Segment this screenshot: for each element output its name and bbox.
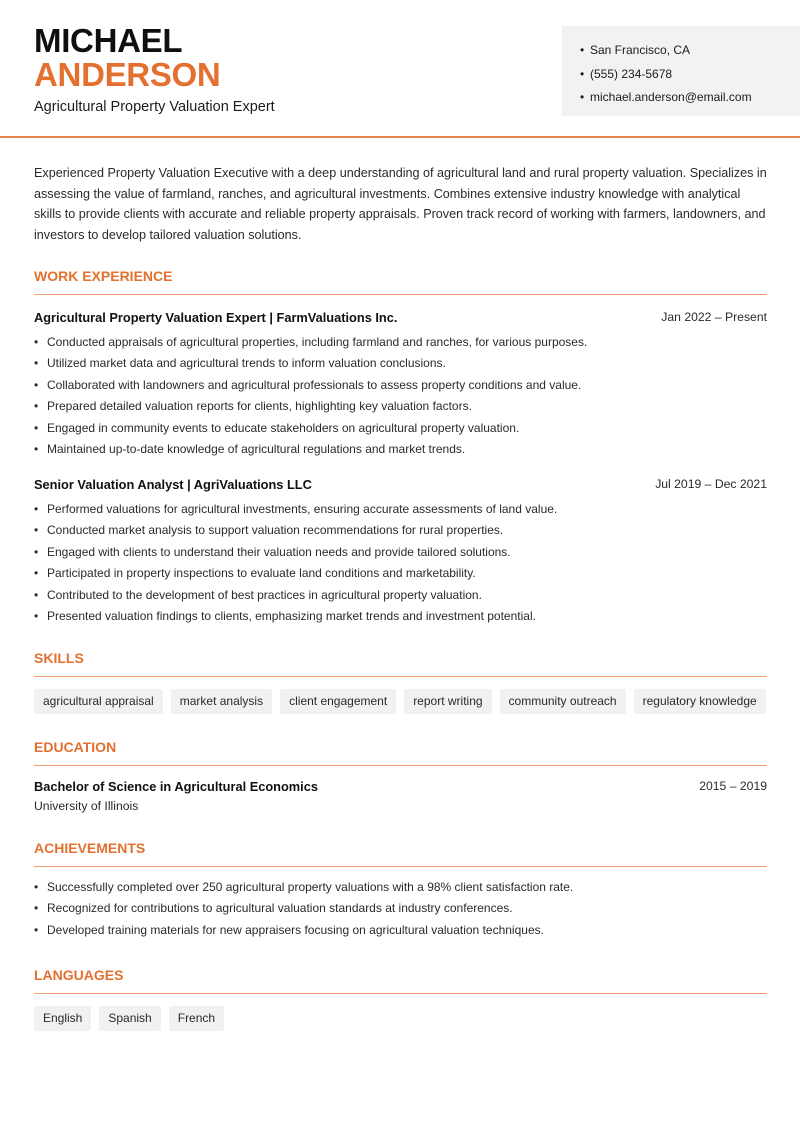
section-heading: WORK EXPERIENCE [34, 268, 173, 284]
list-item: • Successfully completed over 250 agricultural property valuations with a 98% client satisfaction rate. [34, 877, 774, 898]
language-chip: English [34, 1006, 91, 1031]
section-languages [34, 966, 767, 994]
job-title: Agricultural Property Valuation Expert [34, 99, 275, 115]
job-bullets-2 [34, 499, 774, 627]
candidate-name [34, 24, 220, 92]
skill-chip: community outreach [500, 689, 626, 714]
language-chip: French [169, 1006, 224, 1031]
list-item: • Performed valuations for agricultural investments, ensuring accurate assessments of land value. [34, 499, 774, 520]
skills-list [34, 689, 766, 714]
contact-email: • michael.anderson@email.com [580, 86, 800, 110]
list-item: • Conducted appraisals of agricultural properties, including farmland and ranches, for various purposes. [34, 332, 774, 353]
resume-header [0, 0, 800, 138]
job-dates-2: Jul 2019 – Dec 2021 [655, 477, 767, 491]
section-work-experience [34, 267, 767, 295]
job-title-1: Agricultural Property Valuation Expert | FarmValuations Inc. [34, 310, 398, 325]
skill-chip: market analysis [171, 689, 272, 714]
contact-box [562, 26, 800, 116]
list-item: • Engaged in community events to educate stakeholders on agricultural property valuation. [34, 418, 774, 439]
contact-location: • San Francisco, CA [580, 39, 800, 63]
degree-title: Bachelor of Science in Agricultural Economics [34, 779, 318, 794]
achievements-list [34, 877, 774, 941]
last-name: ANDERSON [34, 56, 221, 93]
professional-summary: Experienced Property Valuation Executive with a deep understanding of agricultural land and rural property valuation. Specializes in assessing the value of farmland, ranches, and agricultural investments. Combines extensive industry knowledge with analytical skills to provide clients with accurate and reliable property appraisals. Proven track record of working with farmers, landowners, and investors to develop tailored valuation solutions. [34, 166, 767, 243]
skill-chip: regulatory knowledge [634, 689, 766, 714]
list-item: • Collaborated with landowners and agricultural professionals to assess property conditions and value. [34, 375, 774, 396]
list-item: • Prepared detailed valuation reports for clients, highlighting key valuation factors. [34, 396, 774, 417]
language-chip: Spanish [99, 1006, 160, 1031]
section-heading: EDUCATION [34, 739, 117, 755]
contact-phone: • (555) 234-5678 [580, 63, 800, 87]
section-heading: SKILLS [34, 650, 84, 666]
section-skills [34, 649, 767, 677]
section-education [34, 738, 767, 766]
list-item: • Utilized market data and agricultural trends to inform valuation conclusions. [34, 353, 774, 374]
job-bullets-1 [34, 332, 774, 460]
languages-list [34, 1006, 224, 1031]
list-item: • Developed training materials for new appraisers focusing on agricultural valuation techniques. [34, 920, 774, 941]
job-title-2: Senior Valuation Analyst | AgriValuations LLC [34, 477, 312, 492]
list-item: • Contributed to the development of best practices in agricultural property valuation. [34, 585, 774, 606]
section-achievements [34, 839, 767, 867]
skill-chip: agricultural appraisal [34, 689, 163, 714]
skill-chip: client engagement [280, 689, 396, 714]
section-heading: ACHIEVEMENTS [34, 840, 146, 856]
job-dates-1: Jan 2022 – Present [661, 310, 767, 324]
list-item: • Recognized for contributions to agricultural valuation standards at industry conferences. [34, 898, 774, 919]
list-item: • Conducted market analysis to support valuation recommendations for rural properties. [34, 520, 774, 541]
list-item: • Engaged with clients to understand their valuation needs and provide tailored solutions. [34, 542, 774, 563]
first-name: MICHAEL [34, 22, 183, 59]
list-item: • Presented valuation findings to clients, emphasizing market trends and investment potential. [34, 606, 774, 627]
school-name: University of Illinois [34, 799, 139, 813]
list-item: • Participated in property inspections to evaluate land conditions and marketability. [34, 563, 774, 584]
section-heading: LANGUAGES [34, 967, 124, 983]
list-item: • Maintained up-to-date knowledge of agricultural regulations and market trends. [34, 439, 774, 460]
education-dates: 2015 – 2019 [699, 779, 767, 793]
skill-chip: report writing [404, 689, 491, 714]
